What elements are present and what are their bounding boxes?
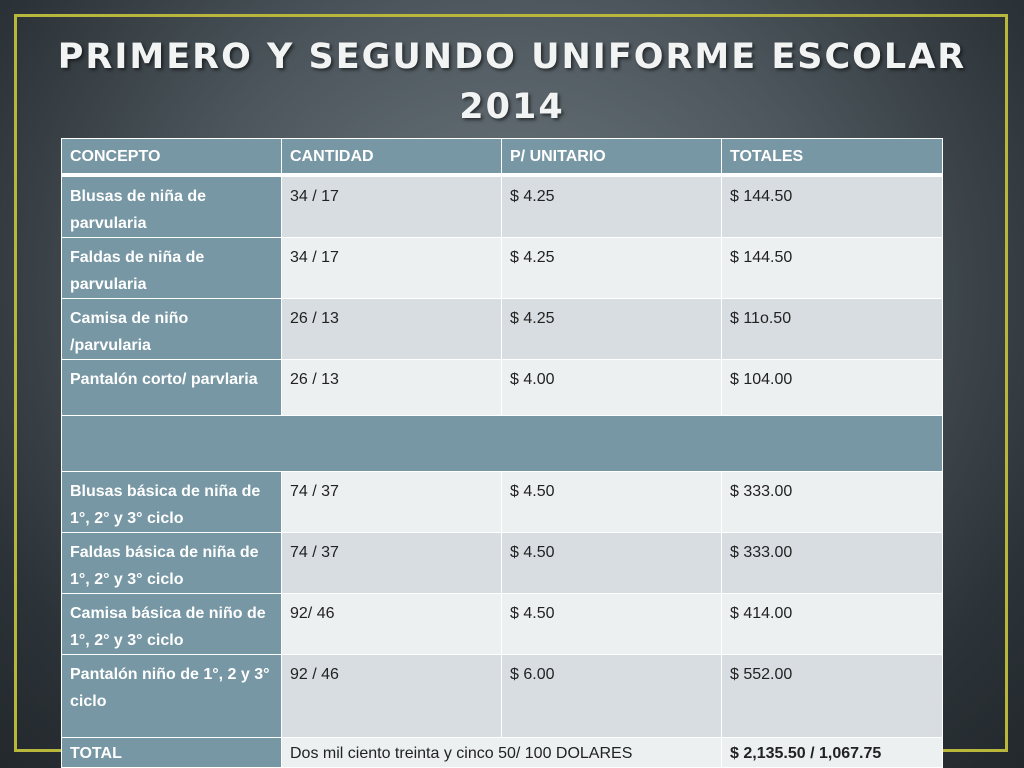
table-row: [62, 360, 943, 416]
total-amount: [722, 738, 943, 768]
total-amount-b: 1,067.75: [818, 745, 882, 762]
header-p-unitario: P/ UNITARIO: [502, 139, 722, 176]
cell-unitario: $ 4.25: [502, 175, 722, 238]
cell-unitario: $ 6.00: [502, 655, 722, 738]
cell-cantidad: 74 / 37: [282, 472, 502, 533]
cell-concepto: Faldas de niña de parvularia: [62, 238, 282, 299]
table-row: [62, 655, 943, 738]
table-row: [62, 594, 943, 655]
cell-total: $ 104.00: [722, 360, 943, 416]
cell-total: $ 333.00: [722, 472, 943, 533]
total-amount-a: $ 2,135.50: [730, 745, 806, 762]
cell-unitario: $ 4.25: [502, 238, 722, 299]
cell-concepto: [62, 655, 282, 738]
total-row: [62, 738, 943, 768]
total-in-words: Dos mil ciento treinta y cinco 50/ 100 DOLARES: [282, 738, 722, 768]
cell-cantidad: 34 / 17: [282, 238, 502, 299]
table-row: [62, 299, 943, 360]
concepto-text: Pantalón niño de 1°, 2 y 3°: [70, 666, 270, 683]
cell-unitario: $ 4.00: [502, 360, 722, 416]
cell-concepto: Pantalón corto/ parvlaria: [62, 360, 282, 416]
cell-cantidad: 26 / 13: [282, 360, 502, 416]
cell-concepto: Faldas básica de niña de 1°, 2° y 3° ciclo: [62, 533, 282, 594]
cell-concepto: Blusas básica de niña de 1°, 2° y 3° ciclo: [62, 472, 282, 533]
separator-row: [62, 416, 943, 472]
total-label: TOTAL: [62, 738, 282, 768]
uniform-cost-table: [61, 138, 943, 768]
cell-unitario: $ 4.50: [502, 533, 722, 594]
cell-total: $ 414.00: [722, 594, 943, 655]
table-row: [62, 238, 943, 299]
cell-total: $ 11o.50: [722, 299, 943, 360]
table-row: [62, 175, 943, 238]
cell-concepto: Blusas de niña de parvularia: [62, 175, 282, 238]
title-line-1: PRIMERO Y SEGUNDO UNIFORME ESCOLAR: [57, 37, 967, 77]
slide-title: [0, 32, 1024, 132]
header-totales: TOTALES: [722, 139, 943, 176]
cell-unitario: $ 4.50: [502, 472, 722, 533]
concepto-text-line2: ciclo: [70, 693, 107, 710]
cell-concepto: Camisa de niño /parvularia: [62, 299, 282, 360]
cell-cantidad: 34 / 17: [282, 175, 502, 238]
total-separator: /: [805, 745, 819, 762]
header-concepto: CONCEPTO: [62, 139, 282, 176]
title-line-2: 2014: [459, 87, 565, 127]
table-row: [62, 533, 943, 594]
cell-cantidad: 26 / 13: [282, 299, 502, 360]
cell-cantidad: 74 / 37: [282, 533, 502, 594]
cell-total: $ 552.00: [722, 655, 943, 738]
table-row: [62, 472, 943, 533]
cell-unitario: $ 4.25: [502, 299, 722, 360]
cell-total: $ 144.50: [722, 175, 943, 238]
table-header-row: [62, 139, 943, 176]
cell-total: $ 333.00: [722, 533, 943, 594]
cell-total: $ 144.50: [722, 238, 943, 299]
separator-cell: [62, 416, 943, 472]
cell-cantidad: 92/ 46: [282, 594, 502, 655]
cell-unitario: $ 4.50: [502, 594, 722, 655]
cell-concepto: Camisa básica de niño de 1°, 2° y 3° ciclo: [62, 594, 282, 655]
cell-cantidad: 92 / 46: [282, 655, 502, 738]
header-cantidad: CANTIDAD: [282, 139, 502, 176]
